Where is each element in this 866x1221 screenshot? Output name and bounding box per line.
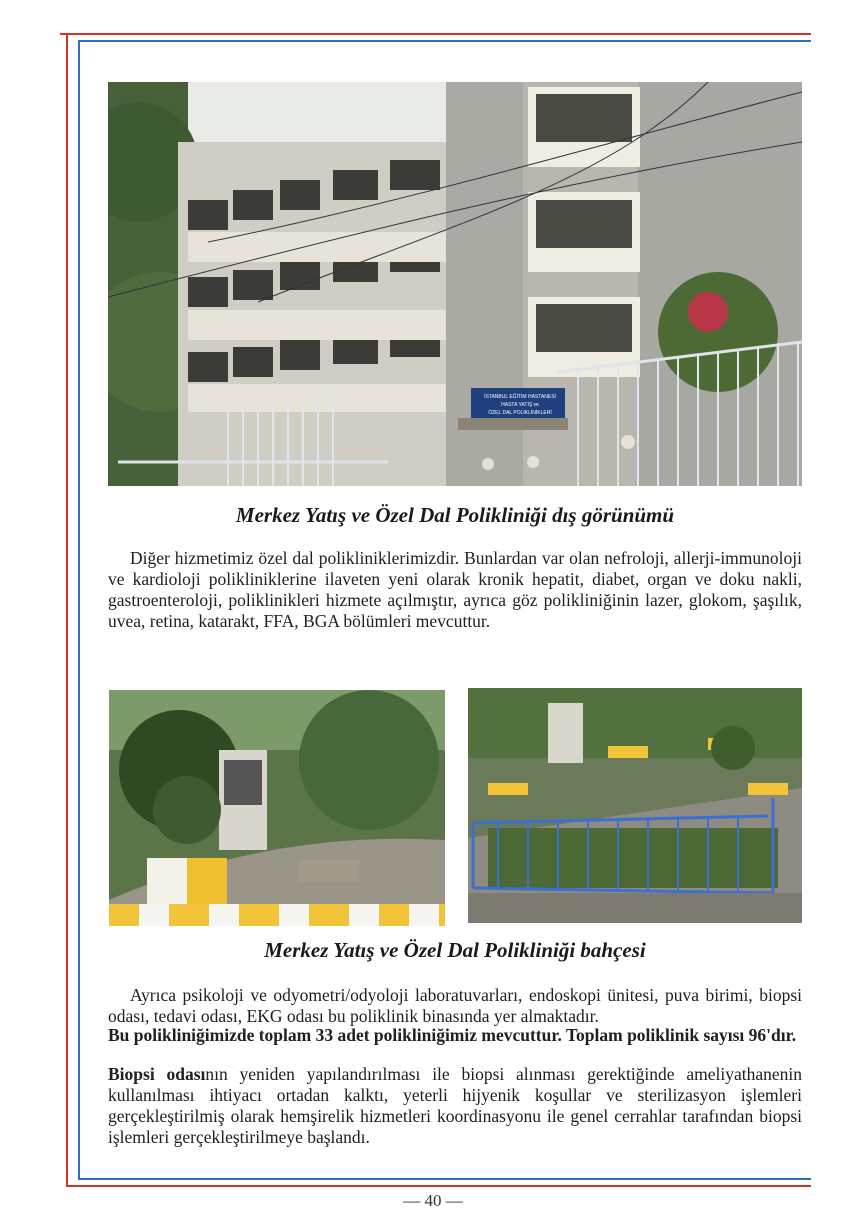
caption-building-exterior: Merkez Yatış ve Özel Dal Polikliniği dış görünümü [235, 503, 675, 527]
building-exterior-photo [108, 82, 802, 486]
paragraph-specialty-clinics-text: Diğer hizmetimiz özel dal polikliniklerimizdir. Bunlardan var olan nefroloji, allerji-immunoloji ve kardioloji polikliniklerine ilaveten yeni olarak kronik hepatit, diabet, organ ve doku nakli, gastroenteroloji, poliklinikleri hizmete açılmıştır, ayrıca göz polikliniğinin lazer, glokom, şaşılık, uvea, retina, katarakt, FFA, BGA bölümleri mevcuttur. [108, 548, 802, 631]
paragraph-biopsy-room [108, 1064, 802, 1148]
paragraph-clinic-count-text: Bu polikliniğimizde toplam 33 adet polikliniğimiz mevcuttur. Toplam poliklinik sayısı 96'dır. [108, 1025, 797, 1045]
garden-photo-left [109, 690, 445, 926]
paragraph-biopsy-room-text: nın yeniden yapılandırılması ile biopsi alınması gerektiğinde ameliyathanenin kullanılması ihtiyacı ortadan kalktı, yeterli hijyenik koşullar ve sterilizasyon işlemleri gerçekleştirilmiş olarak hemşirelik hizmetleri koordinasyonu ile genel cerrahlar tarafından biopsi işlemleri gerçekleştirilmeye başlandı. [108, 1064, 802, 1147]
hospital-sign-line-1: İSTANBUL EĞİTİM HASTANESİ [484, 394, 556, 400]
frame-line-red-bottom [66, 1185, 811, 1187]
frame-line-red-top [66, 33, 811, 35]
frame-corner-tick [60, 33, 68, 35]
paragraph-labs-units [108, 985, 802, 1027]
frame-line-red-left [66, 33, 68, 1186]
paragraph-specialty-clinics [108, 548, 802, 632]
paragraph-labs-units-text: Ayrıca psikoloji ve odyometri/odyoloji laboratuvarları, endoskopi ünitesi, puva birimi, biopsi odası, tedavi odası, EKG odası bu poliklinik binasında yer almaktadır. [108, 985, 802, 1026]
garden-photo-right [468, 688, 802, 923]
frame-line-blue-left [78, 40, 80, 1178]
paragraph-clinic-count [108, 1025, 802, 1046]
hospital-sign-line-2: HASTA YATIŞ ve [501, 402, 539, 408]
hospital-sign-line-3: ÖZEL DAL POLİKLİNİKLERİ [488, 410, 552, 416]
page-number: — 40 — [403, 1191, 463, 1210]
frame-line-blue-bottom [78, 1178, 811, 1180]
frame-line-blue-top [78, 40, 811, 42]
biopsy-room-label: Biopsi odası [108, 1064, 206, 1084]
caption-garden: Merkez Yatış ve Özel Dal Polikliniği bahçesi [264, 938, 646, 962]
